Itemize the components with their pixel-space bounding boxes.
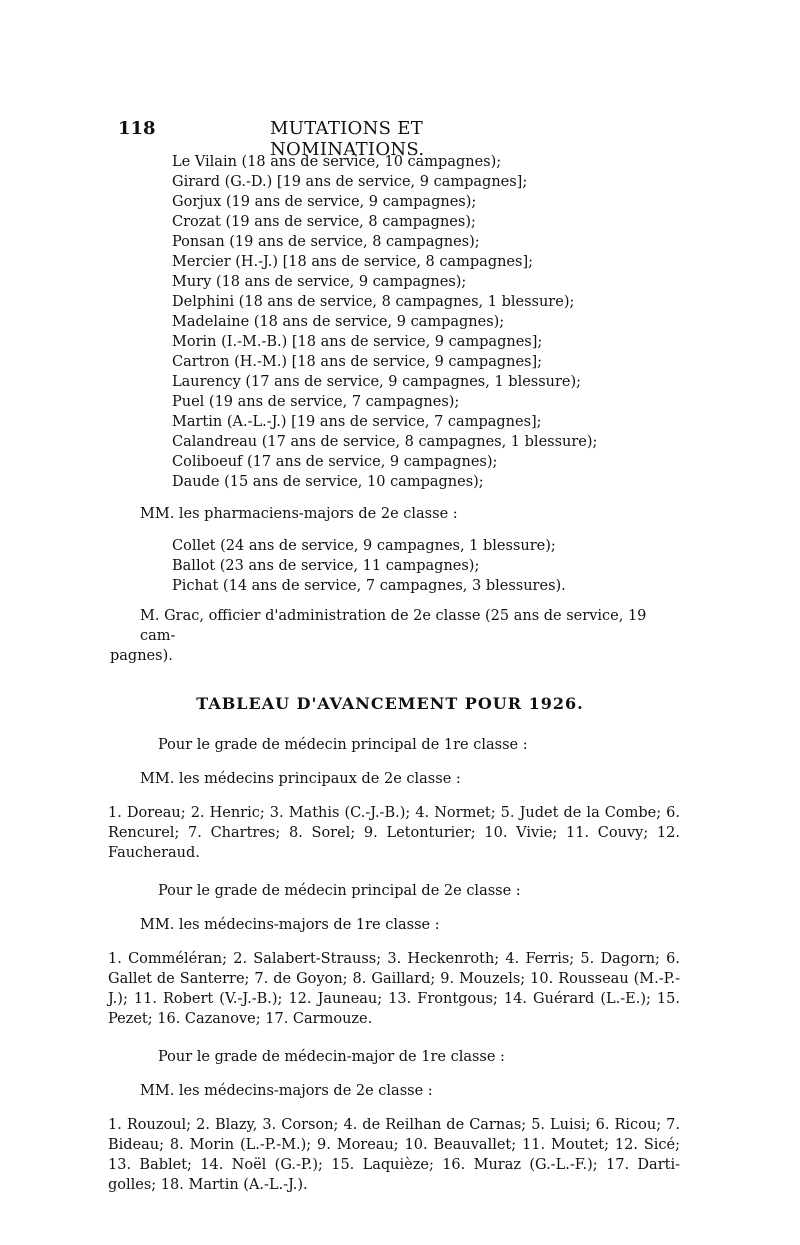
running-head	[118, 118, 528, 160]
list-item: Collet (24 ans de service, 9 campagnes, 1 blessure);	[172, 538, 556, 554]
section-major-1	[108, 1047, 680, 1195]
list-item: Gorjux (19 ans de service, 9 campagnes);	[172, 194, 477, 210]
pharmaciens-list	[140, 536, 680, 596]
list-item: Cartron (H.-M.) [18 ans de service, 9 campagnes];	[172, 354, 543, 370]
ranking-list: 1. Rouzoul; 2. Blazy, 3. Corson; 4. de Reilhan de Carnas; 5. Luisi; 6. Ricou; 7. Bideau; 8. Morin (L.-P.-M.); 9. Moreau; 10. Beauvallet; 11. Moutet; 12. Sicé; 13. Bablet; 14. Noël (G.-P.); 15. Laquièze; 16. Muraz (G.-L.-F.); 17. Darti-golles; 18. Martin (A.-L.-J.).	[108, 1117, 680, 1193]
officer-line: M. Grac, officier d'administration de 2e classe (25 ans de service, 19 cam-	[140, 608, 647, 644]
tableau-title: TABLEAU D'AVANCEMENT POUR 1926.	[196, 694, 584, 713]
list-item: Delphini (18 ans de service, 8 campagnes, 1 blessure);	[172, 294, 575, 310]
section-principal-1	[108, 735, 680, 863]
page-title: MUTATIONS ET NOMINATIONS.	[270, 118, 425, 160]
list-item: Pichat (14 ans de service, 7 campagnes, 3 blessures).	[172, 578, 566, 594]
list-item: Morin (I.-M.-B.) [18 ans de service, 9 campagnes];	[172, 334, 543, 350]
list-item: Ballot (23 ans de service, 11 campagnes);	[172, 558, 480, 574]
list-item: Crozat (19 ans de service, 8 campagnes);	[172, 214, 476, 230]
page-content	[108, 152, 680, 1213]
officer-entry	[110, 606, 680, 666]
page-number: 118	[118, 118, 156, 139]
list-item: Martin (A.-L.-J.) [19 ans de service, 7 campagnes];	[172, 414, 542, 430]
pharmaciens-label: MM. les pharmaciens-majors de 2e classe :	[140, 506, 458, 522]
medecins-list	[140, 152, 680, 492]
grade-heading: Pour le grade de médecin principal de 1re classe :	[158, 737, 528, 753]
list-item: Girard (G.-D.) [19 ans de service, 9 campagnes];	[172, 174, 528, 190]
list-item: Calandreau (17 ans de service, 8 campagnes, 1 blessure);	[172, 434, 598, 450]
list-item: Madelaine (18 ans de service, 9 campagnes);	[172, 314, 505, 330]
mm-heading: MM. les médecins-majors de 1re classe :	[140, 917, 440, 933]
list-item: Puel (19 ans de service, 7 campagnes);	[172, 394, 460, 410]
list-item: Laurency (17 ans de service, 9 campagnes, 1 blessure);	[172, 374, 582, 390]
list-item: Ponsan (19 ans de service, 8 campagnes);	[172, 234, 480, 250]
mm-heading: MM. les médecins-majors de 2e classe :	[140, 1083, 433, 1099]
mm-heading: MM. les médecins principaux de 2e classe :	[140, 771, 461, 787]
section-principal-2	[108, 881, 680, 1029]
grade-heading: Pour le grade de médecin-major de 1re classe :	[158, 1049, 505, 1065]
ranking-list: 1. Doreau; 2. Henric; 3. Mathis (C.-J.-B.); 4. Normet; 5. Judet de la Combe; 6. Rencurel; 7. Chartres; 8. Sorel; 9. Letonturier; 10. Vivie; 11. Couvy; 12. Faucheraud.	[108, 805, 680, 861]
ranking-list: 1. Comméléran; 2. Salabert-Strauss; 3. Heckenroth; 4. Ferris; 5. Dagorn; 6. Gallet de Santerre; 7. de Goyon; 8. Gaillard; 9. Mouzels; 10. Rousseau (M.-P.-J.); 11. Robert (V.-J.-B.); 12. Jauneau; 13. Frontgous; 14. Guérard (L.-E.); 15. Pezet; 16. Cazanove; 17. Carmouze.	[108, 951, 680, 1027]
list-item: Daude (15 ans de service, 10 campagnes);	[172, 474, 484, 490]
list-item: Mercier (H.-J.) [18 ans de service, 8 campagnes];	[172, 254, 533, 270]
officer-line-continuation: pagnes).	[110, 648, 173, 664]
list-item: Coliboeuf (17 ans de service, 9 campagnes);	[172, 454, 498, 470]
grade-heading: Pour le grade de médecin principal de 2e classe :	[158, 883, 521, 899]
list-item: Mury (18 ans de service, 9 campagnes);	[172, 274, 467, 290]
list-item: Le Vilain (18 ans de service, 10 campagnes);	[172, 154, 502, 170]
